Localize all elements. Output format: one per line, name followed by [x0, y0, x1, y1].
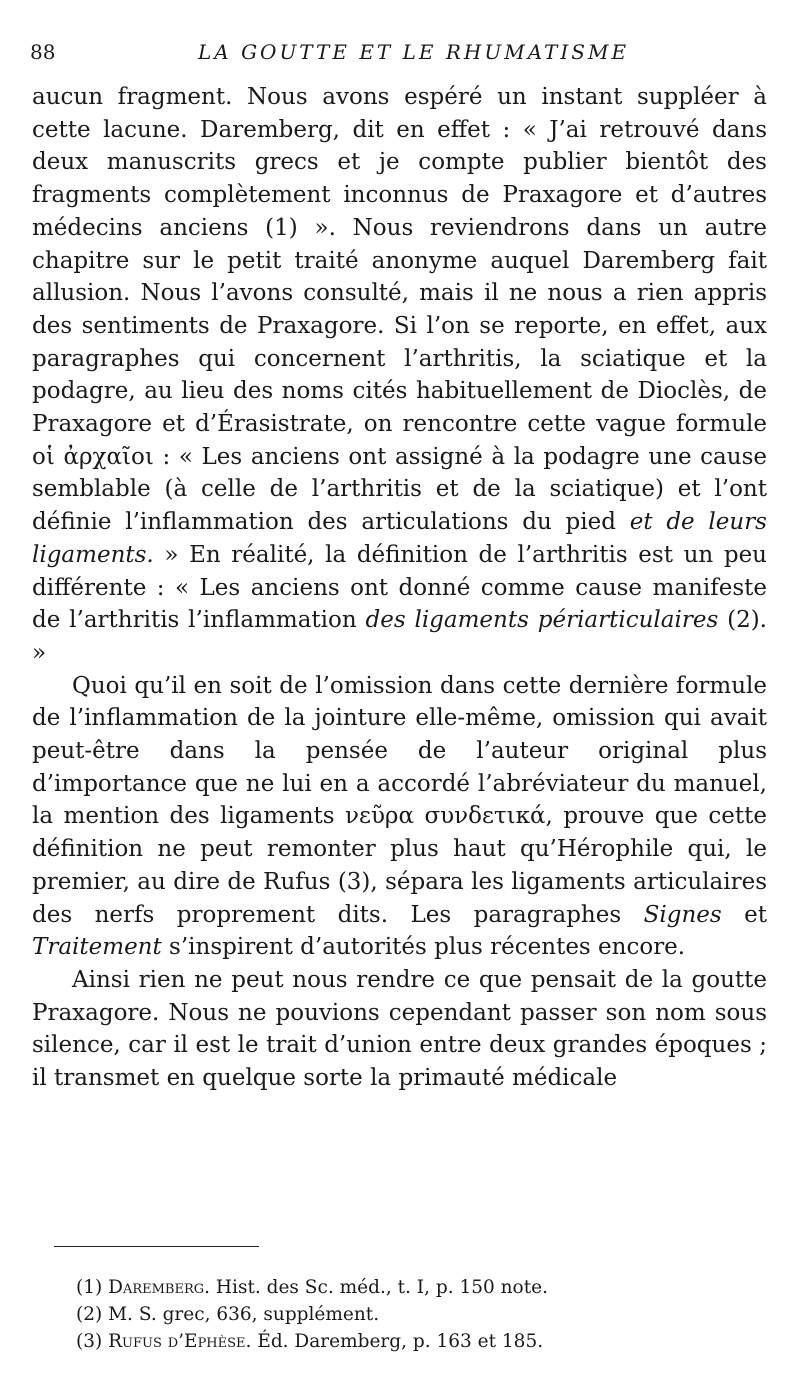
text-span: » En réalité, la définition de l’arthritis est un peu différente : « Les anciens ont donné comme cause manifeste de l’arthritis l’inflammation	[32, 541, 767, 634]
footnote-divider	[54, 1246, 259, 1247]
footnote	[76, 1274, 756, 1301]
page-number: 88	[30, 40, 56, 64]
footnotes	[76, 1274, 756, 1355]
paragraph	[32, 670, 767, 964]
text-span: Quoi qu’il en soit de l’omission dans cette dernière formule de l’inflammation de la jointure elle-même, omission qui avait peut-être dans la pensée de l’auteur original plus d’importance que ne lui en a accordé l’abréviateur du manuel, la mention des ligaments νεῦρα συνδετικά, prouve que cette définition ne peut remonter plus haut qu’Hérophile qui, le premier, au dire de Rufus (3), sépara les ligaments articulaires des nerfs proprement dits. Les paragraphes	[32, 672, 767, 928]
footnote	[76, 1301, 756, 1328]
footnote-text: Éd. Daremberg, p. 163 et 185.	[257, 1331, 544, 1352]
italic-span: Signes	[643, 901, 722, 928]
paragraph	[32, 964, 767, 1095]
footnote	[76, 1328, 756, 1355]
paragraph	[32, 81, 767, 670]
footnote-text: M. S. grec, 636, supplément.	[108, 1304, 380, 1325]
italic-span: des ligaments périarticulaires	[365, 607, 719, 634]
italic-span: et de leurs ligaments.	[32, 509, 767, 568]
text-span: Ainsi rien ne peut nous rendre ce que pensait de la goutte Praxagore. Nous ne pouvions cependant passer son nom sous silence, car il est le trait d’union entre deux grandes époques ; il transmet en quelque sorte la primauté médicale	[32, 966, 767, 1092]
italic-span: Traitement	[32, 934, 162, 961]
footnote-text: Hist. des Sc. méd., t. I, p. 150 note.	[215, 1277, 548, 1298]
text-span: (2). »	[32, 607, 767, 666]
footnote-number: (2)	[76, 1304, 103, 1325]
footnote-number: (1)	[76, 1277, 103, 1298]
text-span: s’inspirent d’autorités plus récentes encore.	[161, 934, 686, 961]
text-span: aucun fragment. Nous avons espéré un instant suppléer à cette lacune. Daremberg, dit en effet : « J’ai retrouvé dans deux manuscrits grecs et je compte publier bientôt des fragments complètement inconnus de Praxagore et d’autres médecins anciens (1) ». Nous reviendrons dans un autre chapitre sur le petit traité anonyme auquel Daremberg fait allusion. Nous l’avons consulté, mais il ne nous a rien appris des sentiments de Praxagore. Si l’on se reporte, en effet, aux paragraphes qui concernent l’arthritis, la sciatique et la podagre, au lieu des noms cités habituellement de Dioclès, de Praxagore et d’Érasistrate, on rencontre cette vague formule οἱ ἀρχαῖοι : « Les anciens ont assigné à la podagre une cause semblable (à celle de l’arthritis et de la sciatique) et l’ont définie l’inflammation des articulations du pied	[32, 84, 767, 536]
footnote-number: (3)	[76, 1331, 103, 1352]
running-header	[30, 40, 770, 68]
body-text	[32, 81, 767, 1095]
footnote-author: Daremberg.	[108, 1277, 211, 1298]
text-span: et	[721, 901, 767, 928]
footnote-author: Rufus d’Ephèse.	[108, 1331, 252, 1352]
running-title: LA GOUTTE ET LE RHUMATISME	[198, 40, 630, 64]
